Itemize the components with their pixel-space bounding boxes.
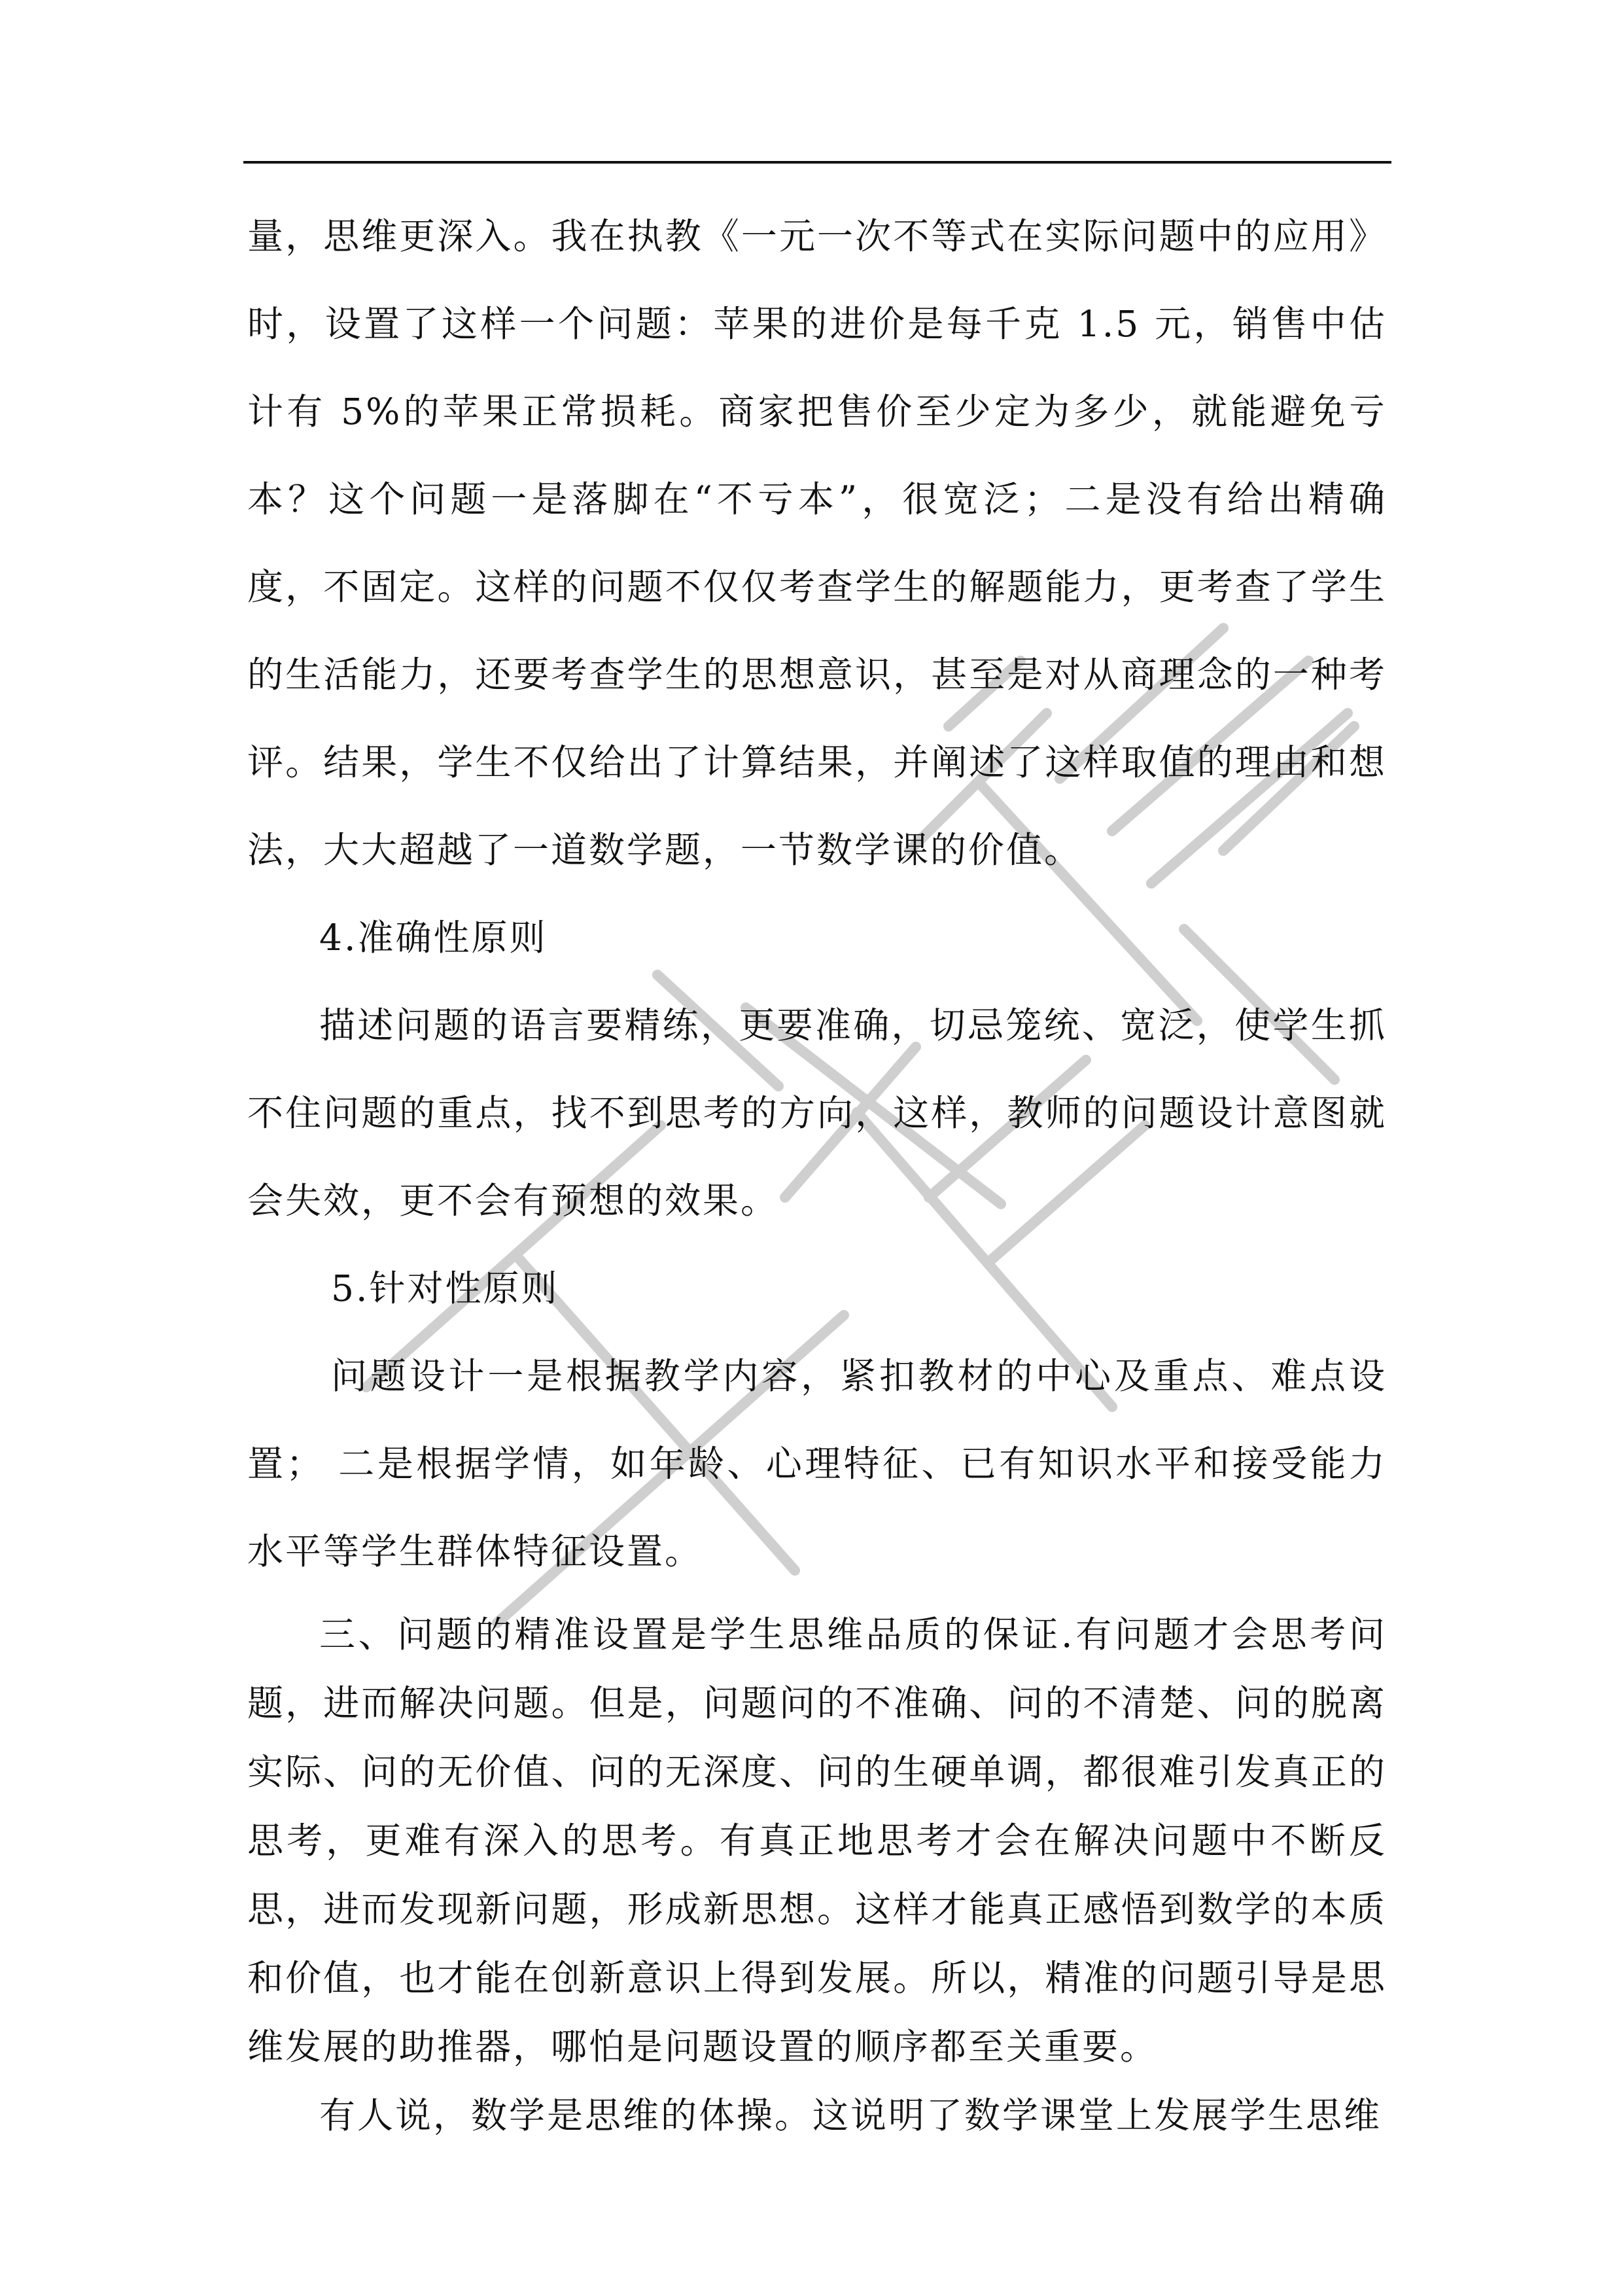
header-rule bbox=[243, 161, 1391, 164]
paragraph-accuracy: 描述问题的语言要精练，更要准确，切忌笼统、宽泛，使学生抓不住问题的重点，找不到思考的方向，这样，教师的问题设计意图就会失效，更不会有预想的效果。 bbox=[247, 1004, 1387, 1222]
paragraph-closing: 有人说，数学是思维的体操。这说明了数学课堂上发展学生思维 bbox=[319, 2094, 1382, 2136]
heading-targeting-principle: 5.针对性原则 bbox=[331, 1267, 559, 1309]
paragraph-section-three: 三、问题的精准设置是学生思维品质的保证.有问题才会思考问题，进而解决问题。但是，问题问的不准确、问的不清楚、问的脱离实际、问的无价值、问的无深度、问的生硬单调，都很难引发真正的思考，更难有深入的思考。有真正地思考才会在解决问题中不断反思，进而发现新问题，形成新思想。这样才能真正感悟到数学的本质和价值，也才能在创新意识上得到发展。所以，精准的问题引导是思维发展的助推器，哪怕是问题设置的顺序都至关重要。 bbox=[247, 1614, 1387, 2068]
document-body bbox=[247, 192, 1387, 2150]
heading-accuracy-principle: 4.准确性原则 bbox=[319, 917, 548, 959]
paragraph-continuation: 量，思维更深入。我在执教《一元一次不等式在实际问题中的应用》时，设置了这样一个问题：苹果的进价是每千克 1.5 元，销售中估计有 5%的苹果正常损耗。商家把售价至少定为多少，就能避免亏本？这个问题一是落脚在“不亏本”，很宽泛；二是没有给出精确度，不固定。这样的问题不仅仅考查学生的解题能力，更考查了学生的生活能力，还要考查学生的思想意识，甚至是对从商理念的一种考评。结果，学生不仅给出了计算结果，并阐述了这样取值的理由和想法，大大超越了一道数学题，一节数学课的价值。 bbox=[247, 215, 1387, 871]
paragraph-targeting: 问题设计一是根据教学内容，紧扣教材的中心及重点、难点设置； 二是根据学情，如年龄、心理特征、已有知识水平和接受能力水平等学生群体特征设置。 bbox=[247, 1355, 1387, 1572]
